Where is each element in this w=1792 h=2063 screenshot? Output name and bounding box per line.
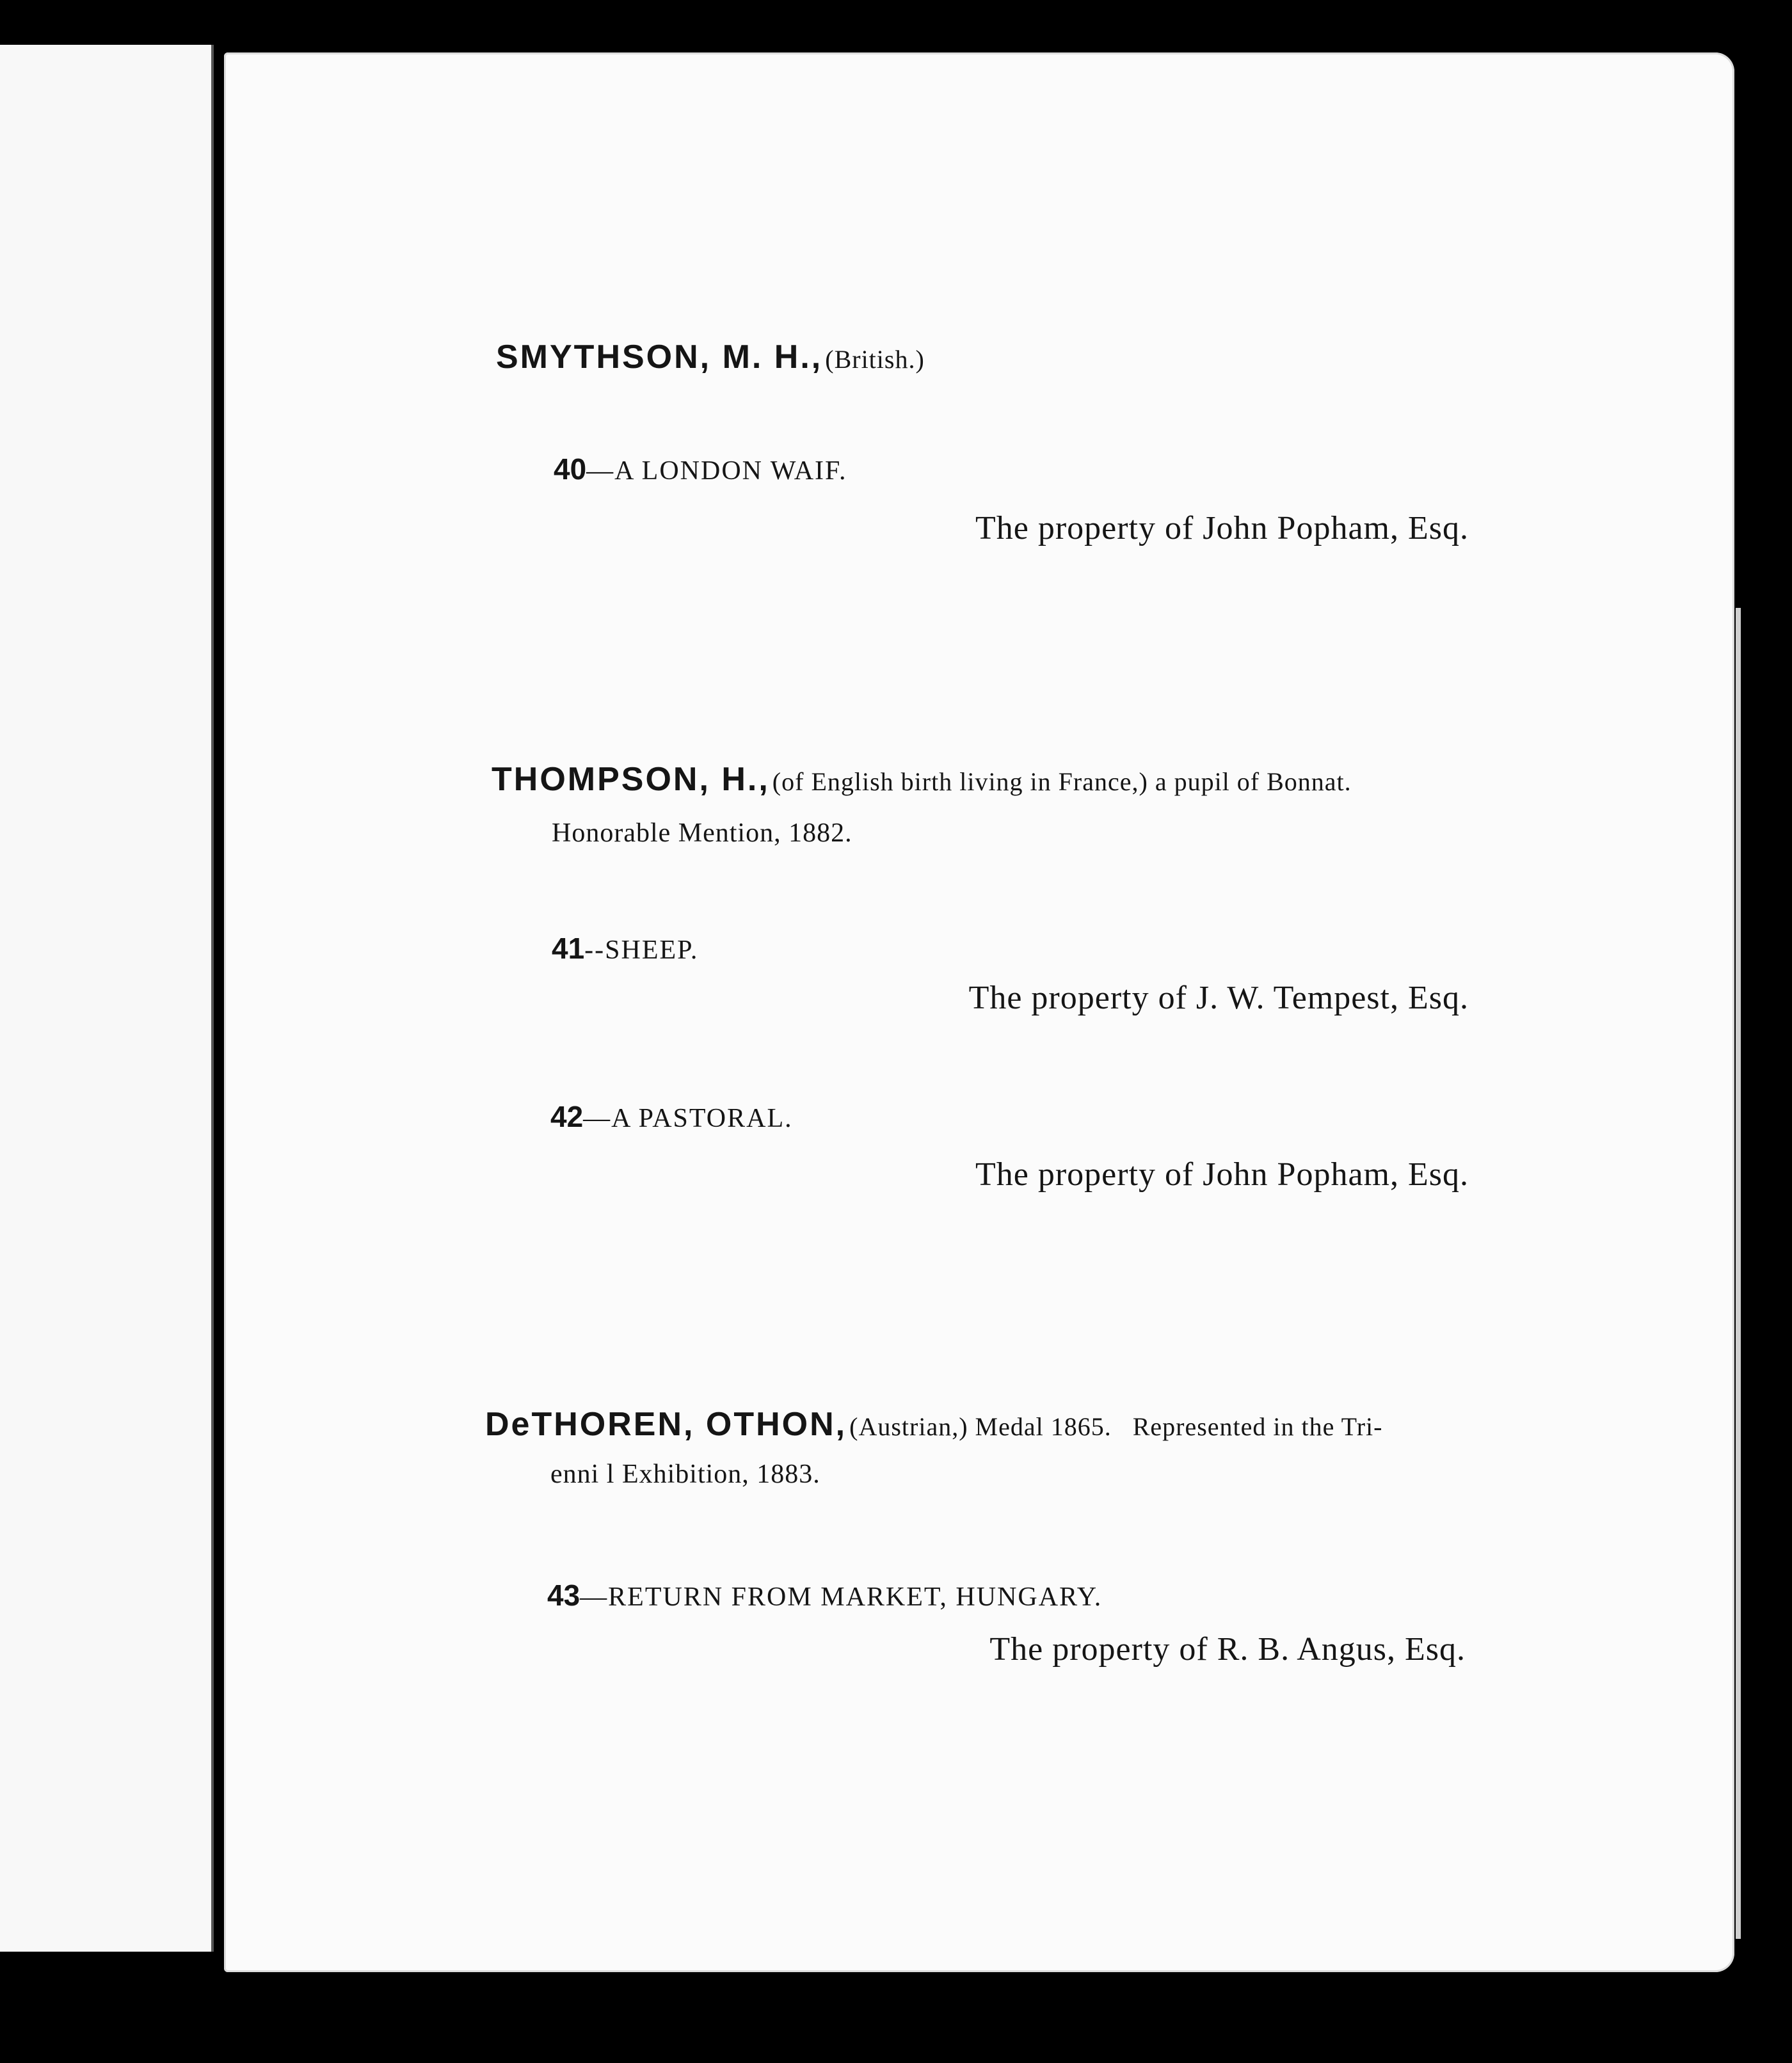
artist-note: (Austrian,) Medal 1865. Represented in the Tri- (849, 1412, 1383, 1441)
work-owner: The property of R. B. Angus, Esq. (989, 1631, 1466, 1668)
artist-note: (of English birth living in France,) a pupil of Bonnat. (772, 767, 1352, 796)
work-separator: — (586, 456, 615, 486)
work-title: SHEEP. (605, 936, 699, 965)
work-owner: The property of J. W. Tempest, Esq. (968, 980, 1469, 1016)
work-separator: — (580, 1582, 609, 1612)
artist-subnote: enni l Exhibition, 1883. (550, 1460, 820, 1489)
work-title: A LONDON WAIF. (614, 456, 847, 486)
work-title: A PASTORAL. (611, 1104, 793, 1133)
left-page (0, 45, 214, 1952)
page-edge (1736, 608, 1741, 1939)
artist-heading (492, 760, 1352, 799)
artist-subnote: Honorable Mention, 1882. (552, 818, 852, 848)
work-number: 43 (547, 1579, 580, 1612)
work-owner: The property of John Popham, Esq. (975, 1156, 1469, 1193)
artist-name: SMYTHSON, M. H., (496, 339, 823, 376)
work-number: 40 (554, 452, 587, 486)
work-line (547, 1578, 1102, 1613)
work-separator: -- (584, 936, 605, 965)
artist-note: (British.) (825, 345, 925, 374)
work-separator: — (583, 1104, 612, 1133)
work-owner: The property of John Popham, Esq. (975, 510, 1469, 546)
artist-name: THOMPSON, H., (492, 761, 770, 798)
work-number: 42 (550, 1100, 584, 1133)
artist-heading (485, 1405, 1382, 1444)
work-line (554, 452, 847, 486)
work-number: 41 (552, 932, 585, 965)
work-title: RETURN FROM MARKET, HUNGARY. (608, 1582, 1103, 1612)
work-line (552, 931, 698, 966)
artist-heading (496, 338, 925, 376)
work-line (550, 1099, 793, 1134)
artist-name: DeTHOREN, OTHON, (485, 1406, 847, 1443)
